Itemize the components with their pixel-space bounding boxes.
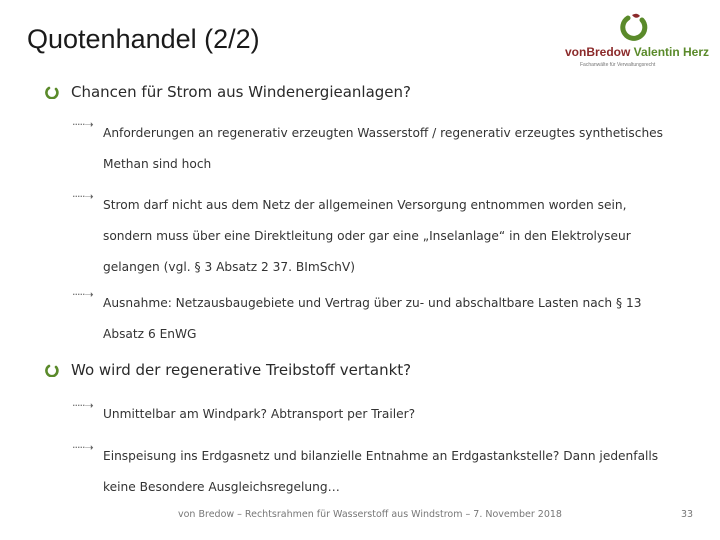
- section-heading: Chancen für Strom aus Windenergieanlagen?: [45, 83, 411, 101]
- list-item: ·····➝ Strom darf nicht aus dem Netz der allgemeinen Versorgung entnommen worden sein, sondern muss über eine Direktleitung oder gar eine „Inselanlage“ in den Elektrolyseur gelangen (vgl. § 3 Absatz 2 37. BImSchV): [72, 190, 631, 274]
- company-logo: [560, 12, 710, 70]
- dotted-arrow-icon: ·····➝: [72, 190, 93, 203]
- dotted-arrow-icon: ·····➝: [72, 288, 93, 301]
- list-item: ·····➝ Anforderungen an regenerativ erzeugten Wasserstoff / regenerativ erzeugtes synthetisches Methan sind hoch: [72, 118, 664, 171]
- logo-mark-icon: [618, 12, 650, 44]
- list-item: ·····➝ Unmittelbar am Windpark? Abtransport per Trailer?: [72, 399, 416, 421]
- section-heading: Wo wird der regenerative Treibstoff vertankt?: [45, 361, 411, 379]
- dotted-arrow-icon: ·····➝: [72, 118, 93, 131]
- circle-arrow-bullet-icon: [45, 85, 59, 99]
- logo-tagline: Fachanwälte für Verwaltungsrecht: [580, 62, 656, 68]
- slide-title: Quotenhandel (2/2): [27, 24, 260, 54]
- circle-arrow-bullet-icon: [45, 363, 59, 377]
- page-number: 33: [681, 509, 694, 520]
- dotted-arrow-icon: ·····➝: [72, 399, 93, 412]
- list-item: ·····➝ Ausnahme: Netzausbaugebiete und Vertrag über zu- und abschaltbare Lasten nach § 13 Absatz 6 EnWG: [72, 288, 642, 341]
- list-item: ·····➝ Einspeisung ins Erdgasnetz und bilanzielle Entnahme an Erdgastankstelle? Dann jedenfalls keine Besondere Ausgleichsregelung…: [72, 441, 659, 494]
- footer-text: von Bredow – Rechtsrahmen für Wasserstoff aus Windstrom – 7. November 2018: [178, 509, 562, 520]
- logo-name: vonBredow Valentin Herz: [565, 45, 710, 59]
- dotted-arrow-icon: ·····➝: [72, 441, 93, 454]
